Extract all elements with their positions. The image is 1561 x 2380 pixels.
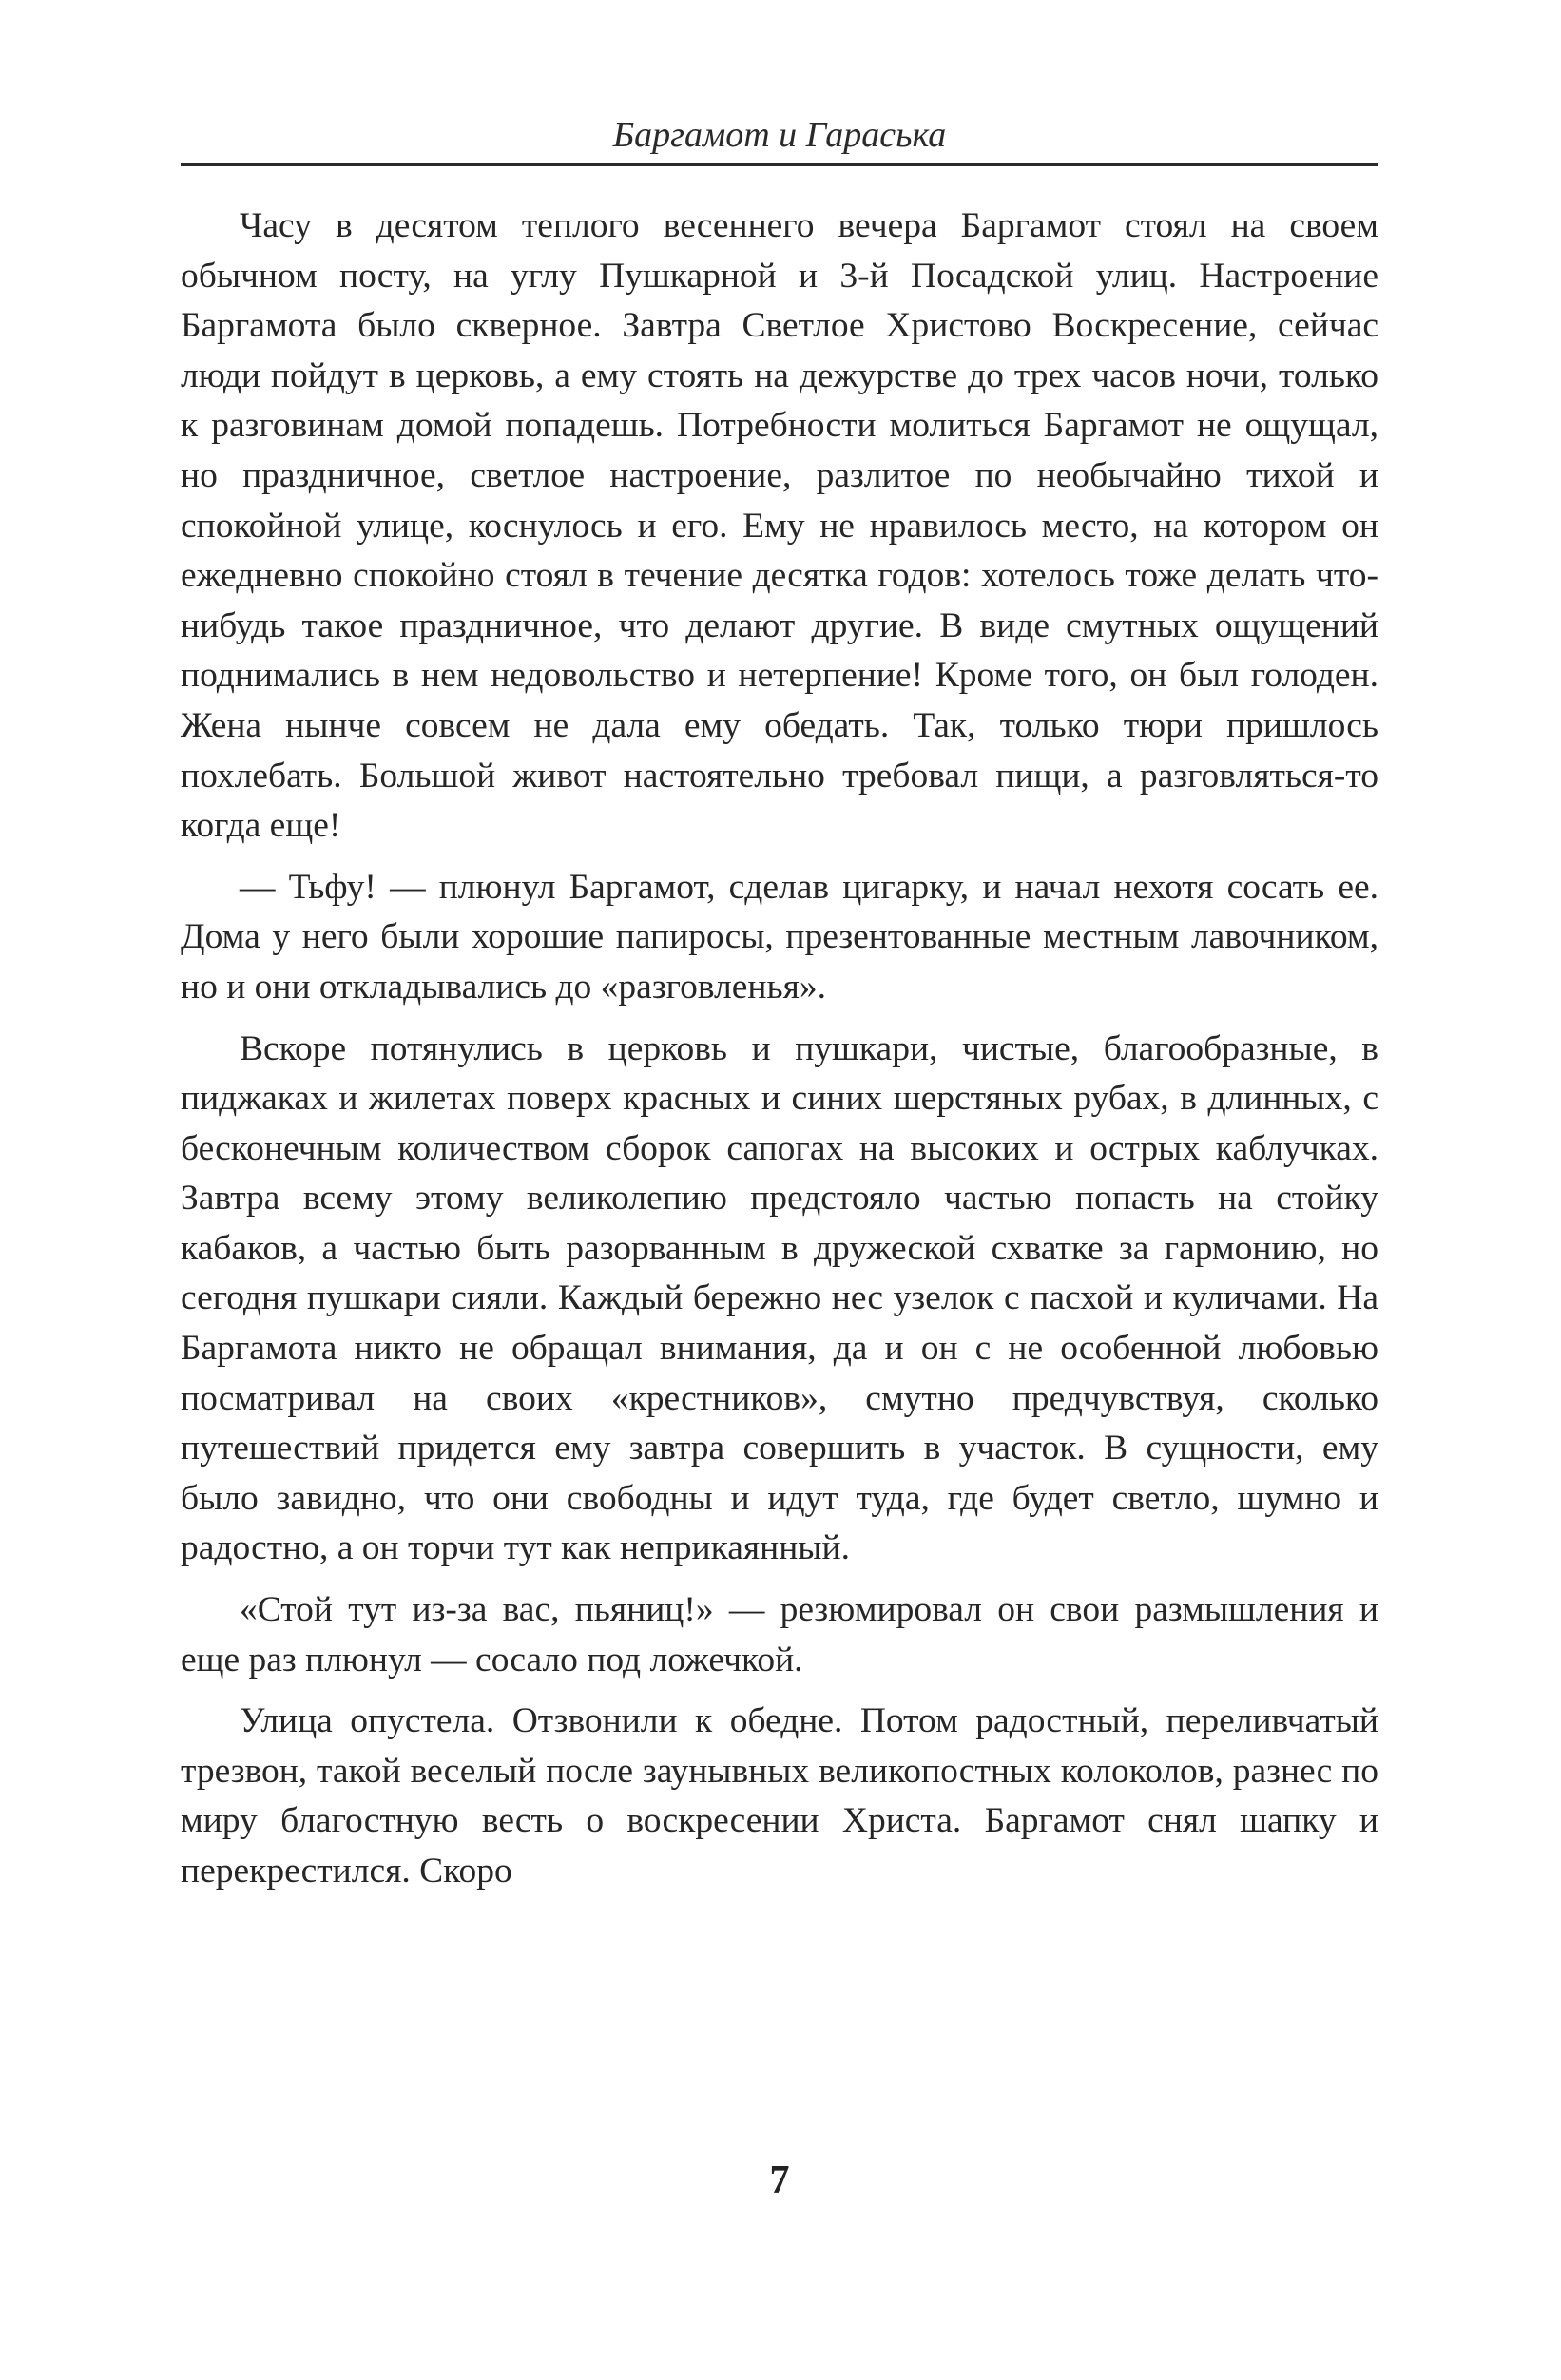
body-text — [181, 202, 1378, 1909]
paragraph: Часу в десятом теплого весеннего вечера Баргамот стоял на своем обычном посту, на углу Пушкарной и 3-й Посадской улиц. Настроение Баргамота было скверное. Завтра Светлое Христово Воскресение, сейчас люди пойдут в церковь, а ему стоять на дежурстве до трех часов ночи, только к разговинам домой попадешь. Потребности молиться Баргамот не ощущал, но праздничное, светлое настроение, разлитое по необычайно тихой и спокойной улице, коснулось и его. Ему не нравилось место, на котором он ежедневно спокойно стоял в течение десятка годов: хотелось тоже делать что-нибудь такое праздничное, что делают другие. В виде смутных ощущений поднимались в нем недовольство и нетерпение! Кроме того, он был голоден. Жена нынче совсем не дала ему обедать. Так, только тюри пришлось похлебать. Большой живот настоятельно требовал пищи, а разговляться-то когда еще! — [181, 206, 1378, 846]
paragraph: — Тьфу! — плюнул Баргамот, сделав цигарку, и начал нехотя сосать ее. Дома у него были хорошие папиросы, презентованные местным лавочником, но и они откладывались до «разговленья». — [181, 867, 1378, 1007]
paragraph: «Стой тут из-за вас, пьяниц!» — резюмировал он свои размышления и еще раз плюнул — сосало под ложечкой. — [181, 1590, 1378, 1679]
paragraph: Вскоре потянулись в церковь и пушкари, чистые, благообразные, в пиджаках и жилетах поверх красных и синих шерстяных рубах, в длинных, с бесконечным количеством сборок сапогах на высоких и острых каблучках. Завтра всему этому великолепию предстояло частью попасть на стойку кабаков, а частью быть разорванным в дружеской схватке за гармонию, но сегодня пушкари сияли. Каждый бережно нес узелок с пасхой и куличами. На Баргамота никто не обращал внимания, да и он с не особенной любовью посматривал на своих «крестников», смутно предчувствуя, сколько путешествий придется ему завтра совершить в участок. В сущности, ему было завидно, что они свободны и идут туда, где будет светло, шумно и радостно, а он торчи тут как неприкаянный. — [181, 1028, 1378, 1568]
page-number: 7 — [769, 2159, 790, 2202]
header-rule — [181, 163, 1378, 166]
running-title: Баргамот и Гараська — [612, 115, 947, 155]
paragraph: Улица опустела. Отзвонили к обедне. Потом радостный, переливчатый трезвон, такой веселый после заунывных великопостных колоколов, разнес по миру благостную весть о воскресении Христа. Баргамот снял шапку и перекрестился. Скоро — [181, 1701, 1378, 1891]
